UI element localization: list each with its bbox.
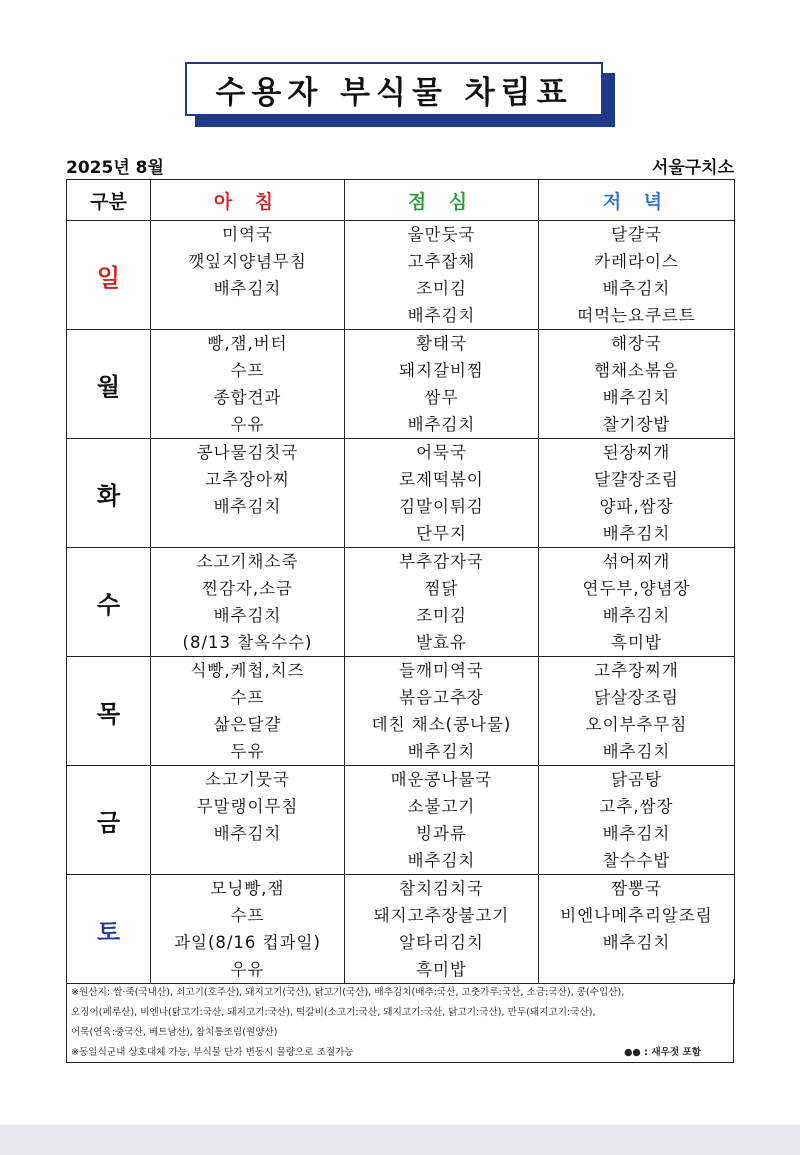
substitution-note: ※동일식군내 상호대체 가능, 부식물 단가 변동시 물량으로 조절가능 [71,1047,354,1058]
lunch-menu-item: 발효유 [416,633,467,652]
breakfast-menu-item: 배추김치 [213,606,282,625]
breakfast-menu-item: 우유 [230,960,265,979]
breakfast-menu-item: 소고기채소죽 [196,552,299,571]
dinner-menu-item: 배추김치 [602,279,671,298]
lunch-menu-item: 황태국 [416,334,467,353]
breakfast-menu-item: 소고기뭇국 [205,770,290,789]
breakfast-menu-item: 미역국 [222,225,273,244]
lunch-menu-item: 흑미밥 [416,960,467,979]
lunch-menu-item: 배추김치 [407,851,476,870]
dinner-cell [539,221,735,330]
breakfast-menu-item: 모닝빵,잼 [210,879,285,898]
lunch-menu-item: 볶음고추장 [399,688,484,707]
breakfast-menu-item: 찐감자,소금 [202,579,293,598]
lunch-menu-item: 배추김치 [407,742,476,761]
breakfast-menu-item: 깻잎지양념무침 [188,252,307,271]
dinner-menu-item: 달걀국 [611,225,662,244]
day-row [67,548,735,657]
meta-row [66,152,734,178]
day-label: 일 [67,221,151,330]
day-row [67,221,735,330]
breakfast-menu-item: 종합견과 [213,388,282,407]
dinner-cell [539,548,735,657]
lunch-menu-item: 소불고기 [407,797,476,816]
dinner-menu-item: 배추김치 [602,606,671,625]
breakfast-menu-item: 배추김치 [213,824,282,843]
dinner-menu-item: 배추김치 [602,933,671,952]
dinner-menu-item: 오이부추무침 [585,715,688,734]
menu-body [67,221,735,984]
dinner-cell [539,657,735,766]
day-row [67,439,735,548]
day-row [67,330,735,439]
breakfast-cell [151,766,345,875]
breakfast-cell [151,875,345,984]
dinner-cell [539,439,735,548]
origin-note-line-2: 오징어(페루산), 비엔나(닭고기:국산, 돼지고기:국산), 떡갈비(소고기:국산, 돼지고기:국산, 닭고기:국산), 만두(돼지고기:국산), [71,1007,596,1018]
day-row [67,766,735,875]
dinner-menu-item: 고추,쌈장 [599,797,674,816]
lunch-cell [345,439,539,548]
bottom-band [0,1125,800,1155]
breakfast-menu-item: 빵,잼,버터 [207,334,288,353]
lunch-menu-item: 데친 채소(콩나물) [371,715,512,734]
dinner-menu-item: 배추김치 [602,742,671,761]
menu-table [66,179,735,984]
day-row [67,875,735,984]
dinner-menu-item: 배추김치 [602,524,671,543]
notes-box [66,979,734,1063]
day-label: 수 [67,548,151,657]
breakfast-cell [151,548,345,657]
lunch-menu-item: 울만둣국 [407,225,476,244]
breakfast-cell [151,657,345,766]
dinner-menu-item: 짬뽕국 [611,879,662,898]
breakfast-cell [151,330,345,439]
header-dinner: 저 녁 [539,180,735,221]
breakfast-menu-item: 수프 [230,361,265,380]
header-breakfast: 아 침 [151,180,345,221]
dinner-cell [539,766,735,875]
lunch-menu-item: 참치김치국 [399,879,484,898]
day-label: 금 [67,766,151,875]
lunch-menu-item: 알타리김치 [399,933,484,952]
breakfast-menu-item: 식빵,케첩,치즈 [190,661,305,680]
lunch-menu-item: 돼지고추장불고기 [373,906,510,925]
breakfast-menu-item: 콩나물김칫국 [196,443,299,462]
dinner-menu-item: 찰기장밥 [602,415,671,434]
dinner-menu-item: 닭살장조림 [594,688,679,707]
lunch-menu-item: 매운콩나물국 [390,770,493,789]
dinner-menu-item: 고추장찌개 [594,661,679,680]
dinner-menu-item: 닭곰탕 [611,770,662,789]
dinner-cell [539,875,735,984]
dinner-menu-item: 된장찌개 [602,443,671,462]
header-gubun: 구분 [67,180,151,221]
dinner-menu-item: 배추김치 [602,388,671,407]
dinner-cell [539,330,735,439]
day-label: 토 [67,875,151,984]
lunch-cell [345,330,539,439]
lunch-menu-item: 조미김 [416,606,467,625]
breakfast-menu-item: 삶은달걀 [213,715,282,734]
dinner-menu-item: 비엔나메추리알조림 [560,906,713,925]
breakfast-cell [151,221,345,330]
dinner-menu-item: 흑미밥 [611,633,662,652]
day-row [67,657,735,766]
dinner-menu-item: 카레라이스 [594,252,679,271]
breakfast-menu-item: 과일(8/16 컵과일) [174,933,321,952]
breakfast-menu-item: 수프 [230,906,265,925]
breakfast-cell [151,439,345,548]
lunch-menu-item: 배추김치 [407,306,476,325]
lunch-menu-item: 어묵국 [416,443,467,462]
breakfast-menu-item: 배추김치 [213,279,282,298]
lunch-cell [345,657,539,766]
day-label: 월 [67,330,151,439]
origin-note-line-3: 어묵(연육:중국산, 베트남산), 참치통조림(원양산) [71,1027,278,1038]
breakfast-menu-item: 배추김치 [213,497,282,516]
breakfast-menu-item: 수프 [230,688,265,707]
breakfast-menu-item: 고추장아찌 [205,470,290,489]
lunch-menu-item: 찜닭 [424,579,459,598]
breakfast-menu-item: 무말랭이무침 [196,797,299,816]
day-label: 목 [67,657,151,766]
dinner-menu-item: 섞어찌개 [602,552,671,571]
institution-name: 서울구치소 [651,157,734,178]
breakfast-menu-item: 두유 [230,742,265,761]
lunch-menu-item: 고추잡채 [407,252,476,271]
shrimp-legend: ●● : 새우젓 포함 [624,1047,701,1058]
lunch-menu-item: 부추감자국 [399,552,484,571]
dinner-menu-item: 연두부,양념장 [582,579,691,598]
lunch-menu-item: 김말이튀김 [399,497,484,516]
breakfast-menu-item: (8/13 찰옥수수) [182,633,313,652]
header-row [67,180,735,221]
lunch-menu-item: 로제떡볶이 [399,470,484,489]
lunch-menu-item: 빙과류 [416,824,467,843]
page-title: 수용자 부식물 차림표 [185,62,603,116]
notes-footer [71,1043,729,1063]
dinner-menu-item: 배추김치 [602,824,671,843]
lunch-menu-item: 단무지 [416,524,467,543]
day-label: 화 [67,439,151,548]
year-month: 2025년 8월 [66,157,164,178]
lunch-cell [345,875,539,984]
lunch-cell [345,221,539,330]
breakfast-menu-item: 우유 [230,415,265,434]
dinner-menu-item: 햄채소볶음 [594,361,679,380]
lunch-menu-item: 쌈무 [424,388,459,407]
dinner-menu-item: 찰수수밥 [602,851,671,870]
header-lunch: 점 심 [345,180,539,221]
lunch-menu-item: 돼지갈비찜 [399,361,484,380]
lunch-cell [345,548,539,657]
lunch-menu-item: 배추김치 [407,415,476,434]
dinner-menu-item: 달걀장조림 [594,470,679,489]
dinner-menu-item: 양파,쌈장 [599,497,674,516]
lunch-menu-item: 조미김 [416,279,467,298]
dinner-menu-item: 떠먹는요쿠르트 [577,306,696,325]
dinner-menu-item: 해장국 [611,334,662,353]
origin-note-line-1: ※원산지: 쌀·죽(국내산), 쇠고기(호주산), 돼지고기(국산), 닭고기(국산), 배추김치(배추:국산, 고춧가루:국산, 소금:국산), 콩(수입산), [71,987,625,998]
lunch-cell [345,766,539,875]
lunch-menu-item: 들깨미역국 [399,661,484,680]
